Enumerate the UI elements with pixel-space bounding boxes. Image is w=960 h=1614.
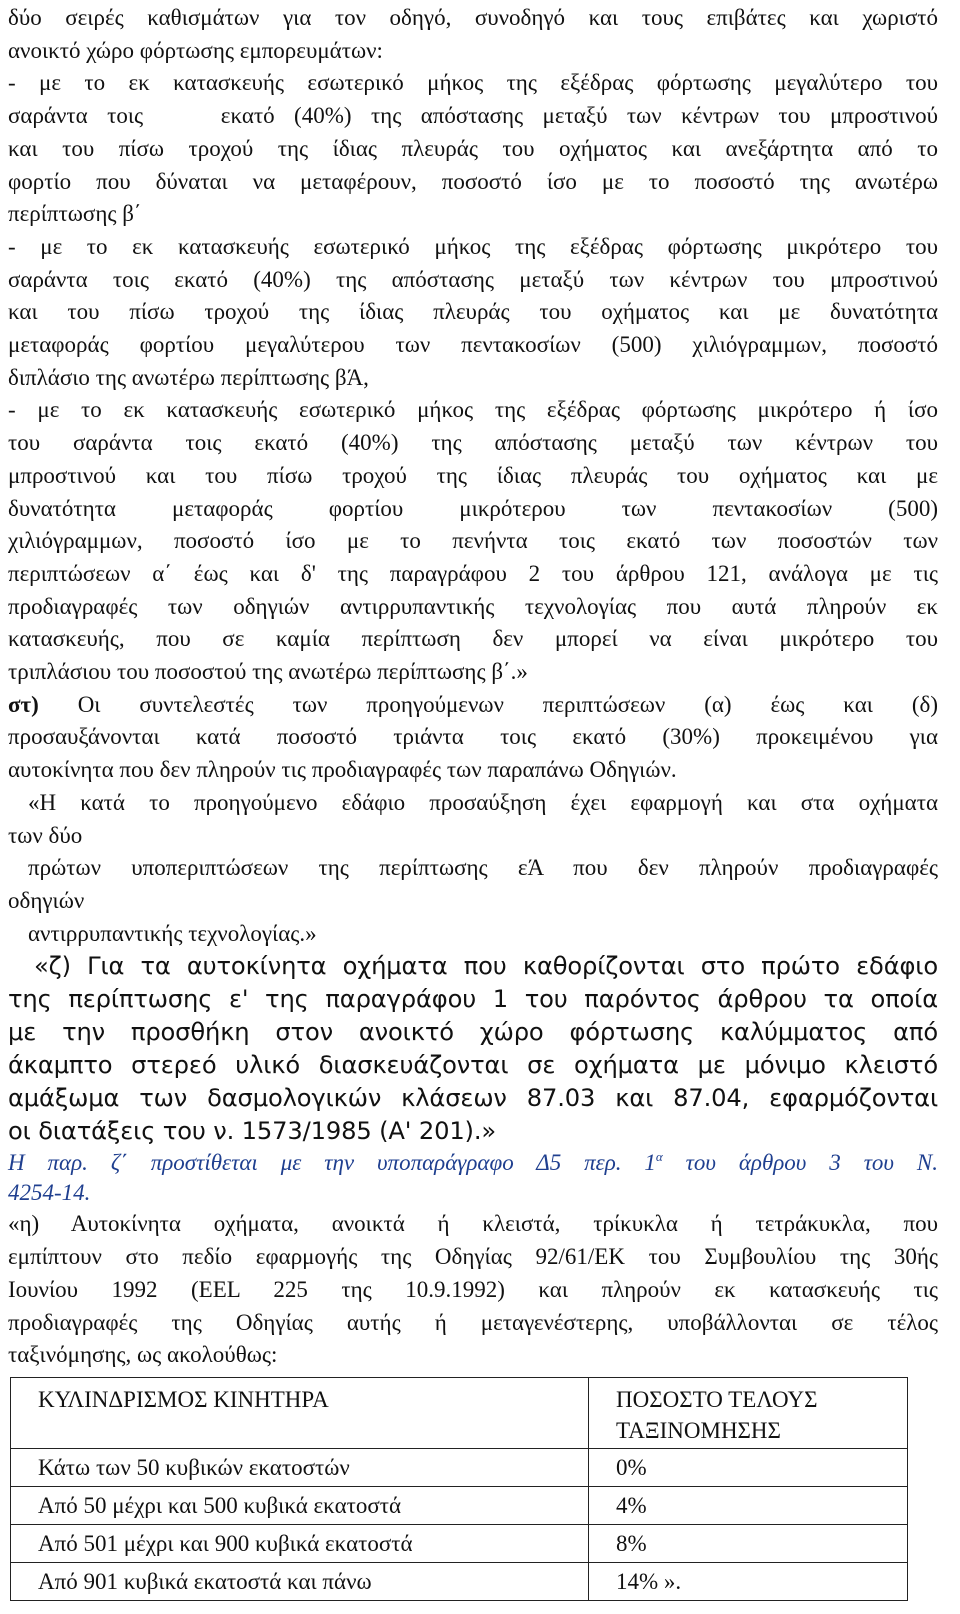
paragraph-case-z [8,950,938,1148]
note-text: Η παρ. ζ΄ προστίθεται με την υποπαράγραφο Δ5 περ. 1 [8,1150,656,1176]
case-label: στ) [8,691,39,717]
table-row [11,1524,908,1562]
text-line: σαράντα τοις εκατό (40%) της απόστασης μεταξύ των κέντρων του μπροστινού [8,103,938,129]
text-line: ταξινόμησης, ως ακολούθως: [8,1342,278,1368]
paragraph-short-platform-light [8,394,938,688]
text-line: περιπτώσεων α΄ έως και δ' της παραγράφου 2 του άρθρου 121, ανάλογα με τις [8,560,938,586]
text-line [8,1148,938,1178]
text-line: χιλιόγραμμων, ποσοστό ίσο με το πενήντα τοις εκατό των ποσοστών των [8,528,938,554]
paragraph-case-e-intro [8,2,938,231]
table-row [11,1448,908,1486]
text-line: αντιρρυπαντικής τεχνολογίας.» [28,920,317,946]
text-line: τριπλάσιου του ποσοστού της ανωτέρω περίπτωσης β΄.» [8,659,528,685]
text-line: της περίπτωσης ε' της παραγράφου 1 του παρόντος άρθρου τα οποία [8,985,938,1014]
cell-fee-rate: 4% [589,1486,908,1524]
text-line: οδηγιών [8,887,85,913]
text-line: εμπίπτουν στο πεδίο εφαρμογής της Οδηγίας 92/61/ΕΚ του Συμβουλίου της 30ής [8,1244,938,1270]
text-line: προδιαγραφές των οδηγιών αντιρρυπαντικής τεχνολογίας που αυτά πληρούν εκ [8,593,938,619]
text-line: και του πίσω τροχού της ίδιας πλευράς του οχήματος και με δυνατότητα [8,299,938,325]
note-superscript: α [655,1149,663,1165]
text-line: «Η κατά το προηγούμενο εδάφιο προσαύξηση έχει εφαρμογή και στα οχήματα [28,789,938,815]
cell-engine-range: Από 501 μέχρι και 900 κυβικά εκατοστά [11,1524,589,1562]
text-line: οι διατάξεις του ν. 1573/1985 (Α' 201).» [8,1117,497,1146]
cell-engine-range: Κάτω των 50 κυβικών εκατοστών [11,1448,589,1486]
cell-engine-range: Από 901 κυβικά εκατοστά και πάνω [11,1562,589,1600]
table-row [11,1562,908,1600]
text-line: άκαμπτο στερεό υλικό διασκευάζονται σε οχήματα με μόνιμο κλειστό [8,1051,938,1080]
cell-fee-rate: 14% ». [589,1562,908,1600]
text-line: του σαράντα τοις εκατό (40%) της απόστασης μεταξύ των κέντρων του [8,430,938,456]
paragraph-short-platform-heavy [8,231,938,395]
text-line: 4254-14. [8,1180,91,1206]
text-line: πρώτων υποπεριπτώσεων της περίπτωσης εΆ που δεν πληρούν προδιαγραφές [28,855,938,881]
table-header-row [11,1377,908,1448]
text-line: - με το εκ κατασκευής εσωτερικό μήκος της εξέδρας φόρτωσης μεγαλύτερο του [8,70,938,96]
text-line: μπροστινού και του πίσω τροχού της ίδιας πλευράς του οχήματος και με [8,462,938,488]
note-text: του άρθρου 3 του Ν. [662,1150,938,1176]
text-line: διπλάσιο της ανωτέρω περίπτωσης βΆ, [8,364,369,390]
header-fee-rate-line: ΠΟΣΟΣΤΟ ΤΕΛΟΥΣ [616,1386,818,1412]
text-line: σαράντα τοις εκατό (40%) της απόστασης μεταξύ των κέντρων του μπροστινού [8,266,938,292]
registration-fee-table [10,1377,908,1601]
amendment-note [8,1148,938,1208]
text-line [8,689,938,722]
text-line: - με το εκ κατασκευής εσωτερικό μήκος της εξέδρας φόρτωσης μικρότερο ή ίσο [8,397,938,423]
header-engine-capacity: ΚΥΛΙΝΔΡΙΣΜΟΣ ΚΙΝΗΤΗΡΑ [11,1377,589,1448]
text-line: Ιουνίου 1992 (ΕΕL 225 της 10.9.1992) και πληρούν εκ κατασκευής τις [8,1276,938,1302]
text-line: αμάξωμα των δασμολογικών κλάσεων 87.03 και 87.04, εφαρμόζονται [8,1084,938,1113]
paragraph-quote-surcharge [8,787,938,951]
text-line: μεταφοράς φορτίου μεγαλύτερου των πεντακοσίων (500) χιλιόγραμμων, ποσοστό [8,332,938,358]
text-line: κατασκευής, που σε καμία περίπτωση δεν μπορεί να είναι μικρότερο του [8,626,938,652]
cell-fee-rate: 8% [589,1524,908,1562]
cell-fee-rate: 0% [589,1448,908,1486]
text-line: των δύο [8,822,83,848]
paragraph-case-st [8,689,938,787]
text-line: ανοικτό χώρο φόρτωσης εμπορευμάτων: [8,37,383,63]
header-fee-rate-line: ΤΑΞΙΝΟΜΗΣΗΣ [616,1417,781,1443]
text-line: και του πίσω τροχού της ίδιας πλευράς του οχήματος και ανεξάρτητα από το [8,135,938,161]
paragraph-case-h [8,1208,938,1372]
text-line: με την προσθήκη στον ανοικτό χώρο φόρτωσης καλύμματος από [8,1018,938,1047]
text-line: δύο σειρές καθισμάτων για τον οδηγό, συνοδηγό και τους επιβάτες και χωριστό [8,5,938,30]
header-fee-rate [589,1377,908,1448]
case-text: Οι συντελεστές των προηγούμενων περιπτώσεων (α) έως και (δ) [38,691,938,717]
text-line: προδιαγραφές της Οδηγίας αυτής ή μεταγενέστερης, υποβάλλονται σε τέλος [8,1309,938,1335]
text-line: - με το εκ κατασκευής εσωτερικό μήκος της εξέδρας φόρτωσης μικρότερο του [8,233,938,259]
text-line: «η) Αυτοκίνητα οχήματα, ανοικτά ή κλειστά, τρίκυκλα ή τετράκυκλα, που [8,1211,938,1237]
text-line: αυτοκίνητα που δεν πληρούν τις προδιαγραφές των παραπάνω Οδηγιών. [8,757,677,783]
text-line: φορτίο που δύναται να μεταφέρουν, ποσοστό ίσο με το ποσοστό της ανωτέρω [8,168,938,194]
text-line: «ζ) Για τα αυτοκίνητα οχήματα που καθορίζονται στο πρώτο εδάφιο [34,952,938,981]
text-line: προσαυξάνονται κατά ποσοστό τριάντα τοις εκατό (30%) προκειμένου για [8,724,938,750]
table-row [11,1486,908,1524]
cell-engine-range: Από 50 μέχρι και 500 κυβικά εκατοστά [11,1486,589,1524]
text-line: περίπτωσης β΄ [8,201,142,227]
text-line: δυνατότητα μεταφοράς φορτίου μικρότερου των πεντακοσίων (500) [8,495,938,521]
